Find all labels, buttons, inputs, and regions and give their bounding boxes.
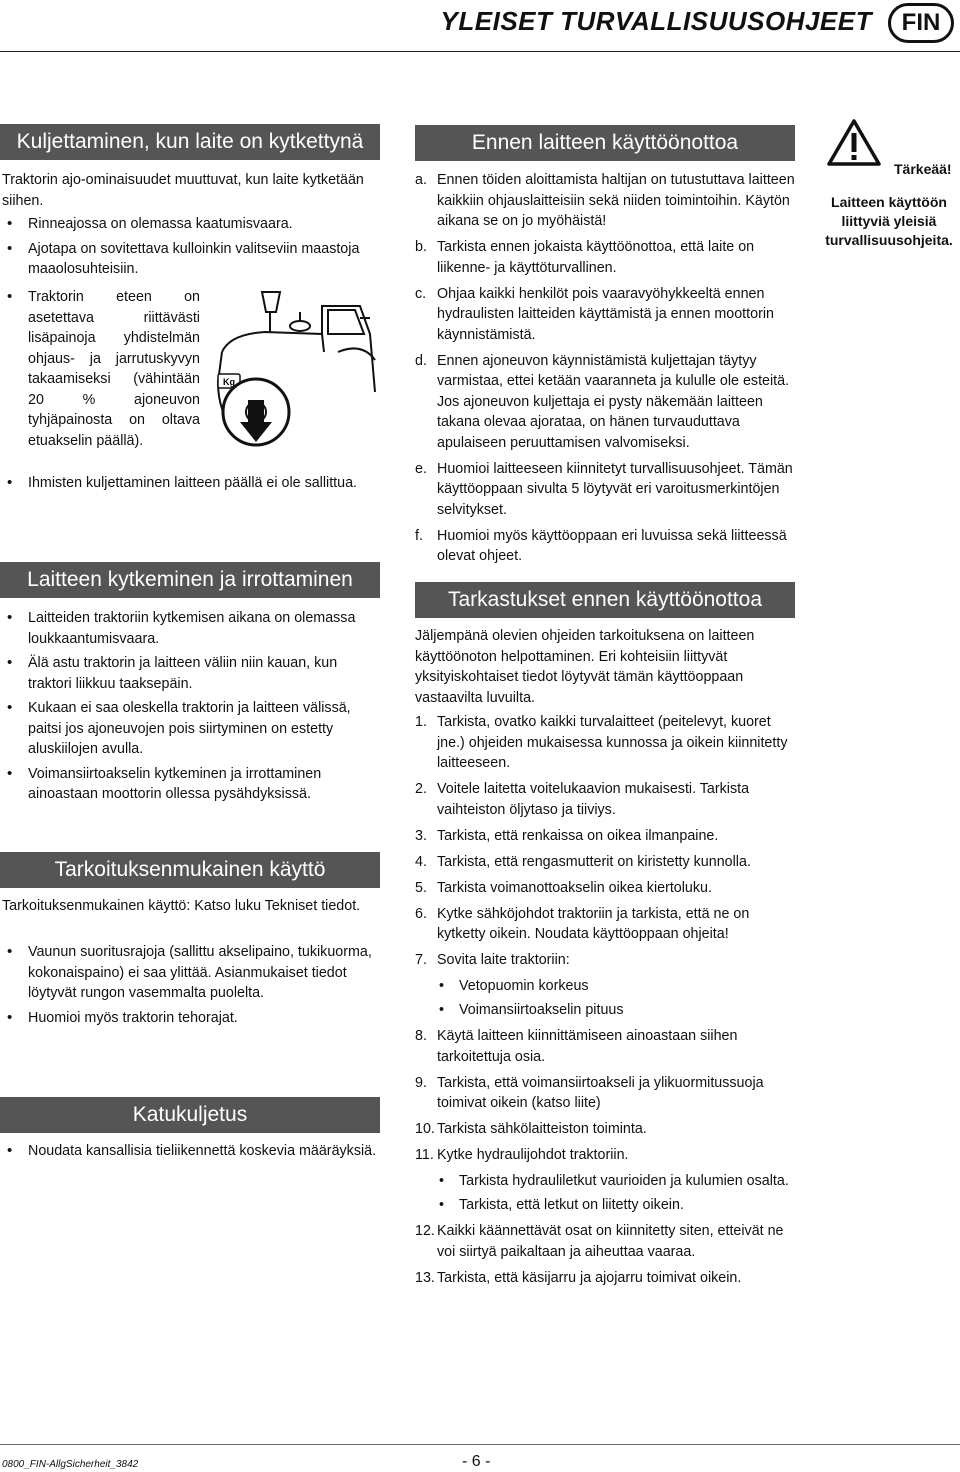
list-marker: 13. [415, 1269, 435, 1286]
list-item-text: Tarkista, että voimansiirtoakseli ja ylikuormitussuoja toimivat oikein (katso liite) [437, 1074, 764, 1111]
important-note: Laitteen käyttöön liittyviä yleisiä turvallisuusohjeita. [825, 194, 953, 248]
page-number: - 6 - [462, 1453, 491, 1470]
list-marker: 11. [415, 1147, 434, 1163]
before-commissioning-list [415, 170, 795, 572]
list-item [415, 284, 795, 346]
list-item [415, 1221, 795, 1262]
list-marker: 2. [415, 781, 427, 797]
list-item-text: Huomioi laitteeseen kiinnitetyt turvallisuusohjeet. Tämän käyttöoppaan sivulta 5 löytyvät eri varoitusmerkintöjen selvitykset. [437, 460, 793, 518]
pre-checks-list [415, 712, 795, 1294]
list-item [415, 170, 795, 232]
list-marker: 4. [415, 853, 427, 870]
list-marker: 9. [415, 1074, 427, 1091]
list-item [415, 852, 795, 873]
list-item-text: Käytä laitteen kiinnittämiseen ainoastaan siihen tarkoitettuja osia. [437, 1028, 738, 1065]
list-item-text: Ennen töiden aloittamista haltijan on tutustuttava laitteen kaikkiin ohjauslaitteisiin sekä niiden toimintoihin. Käytön aikana se on jo myöhäistä! [437, 172, 795, 229]
list-item [415, 878, 795, 899]
list-item [415, 1268, 795, 1289]
list-item-text: Kytke hydraulijohdot traktoriin. [437, 1147, 629, 1163]
warning-triangle-icon [826, 118, 882, 168]
list-marker: 5. [415, 879, 427, 896]
list-item: • Traktorin eteen on asetettava riittävästi lisäpainoja yhdistelmän ohjaus- ja jarrutuskyvyn takaamiseksi (vähintään 20 % ajoneuvon tyhjäpainosta on oltava etuakselin päällä). [0, 287, 200, 451]
section-heading-pre-checks: Tarkastukset ennen käyttöönottoa [415, 582, 795, 618]
sub-list-item: • Voimansiirtoakselin pituus [437, 1000, 795, 1021]
document-code: 0800_FIN-AllgSicherheit_3842 [2, 1459, 139, 1470]
list-item: • Älä astu traktorin ja laitteen väliin niin kauan, kun traktori liikkuu taaksepäin. [0, 653, 382, 694]
list-item [415, 1026, 795, 1067]
list-item-text: Tarkista voimanottoakselin oikea kiertoluku. [437, 879, 712, 896]
section-heading-intended-use: Tarkoituksenmukainen käyttö [0, 852, 380, 888]
section-heading-hitching: Laitteen kytkeminen ja irrottaminen [0, 562, 380, 598]
list-item [415, 826, 795, 847]
intended-use-intro: Tarkoituksenmukainen käyttö: Katso luku Tekniset tiedot. [2, 898, 361, 914]
list-item [415, 1145, 795, 1216]
list-item [415, 459, 795, 521]
hitching-list [0, 608, 382, 809]
list-item-text: Tarkista sähkölaitteiston toiminta. [437, 1121, 647, 1137]
sub-list-item: • Tarkista hydrauliletkut vaurioiden ja kulumien osalta. [437, 1171, 795, 1192]
list-item [415, 526, 795, 567]
list-item-text: Tarkista, ovatko kaikki turvalaitteet (peitelevyt, kuoret jne.) ohjeiden mukaisessa kunnossa ja oikein kiinnitetty laitteeseen. [437, 714, 788, 771]
list-item-text: Voitele laitetta voitelukaavion mukaisesti. Tarkista vaihteiston öljytaso ja tiiviys. [437, 781, 750, 818]
list-marker: 8. [415, 1028, 427, 1044]
footer-divider [0, 1444, 960, 1445]
transport-intro: Traktorin ajo-ominaisuudet muuttuvat, kun laite kytketään siihen. [2, 172, 364, 209]
tractor-ballast-illustration [210, 282, 385, 447]
list-item [415, 712, 795, 774]
list-item [415, 237, 795, 278]
list-item-text: Kytke sähköjohdot traktoriin ja tarkista, että ne on kytketty oikein. Noudata käyttöoppaan ohjeita! [437, 905, 750, 942]
sub-list [437, 976, 795, 1021]
list-marker: 7. [415, 952, 427, 968]
list-item: • Ajotapa on sovitettava kulloinkin valitseviin maastoja maaolosuhteisiin. [0, 239, 380, 280]
list-item-text: Huomioi myös käyttöoppaan eri luvuissa sekä liitteessä olevat ohjeet. [437, 527, 787, 564]
weight-kg-label: Kg [223, 377, 235, 387]
list-item-text: Sovita laite traktoriin: [437, 952, 570, 968]
header-divider [0, 51, 960, 52]
sub-list-item: • Vetopuomin korkeus [437, 976, 795, 997]
list-item: • Vaunun suoritusrajoja (sallittu akselipaino, tukikuorma, kokonaispaino) ei saa ylittää. Asianmukaiset tiedot löytyvät rungon vasemmalta puolelta. [0, 942, 382, 1004]
language-badge: FIN [888, 3, 954, 43]
ballast-list [0, 287, 200, 455]
list-item: • Laitteiden traktoriin kytkemisen aikana on olemassa loukkaantumisvaara. [0, 608, 382, 649]
list-item: • Noudata kansallisia tieliikennettä koskevia määräyksiä. [0, 1141, 382, 1162]
list-item [415, 950, 795, 1021]
list-item [415, 1073, 795, 1114]
page-title: YLEISET TURVALLISUUSOHJEET [440, 6, 872, 36]
list-item [415, 779, 795, 820]
list-item: • Voimansiirtoakselin kytkeminen ja irrottaminen ainoastaan moottorin ollessa pysähdyksissä. [0, 764, 382, 805]
list-item-text: Tarkista ennen jokaista käyttöönottoa, että laite on liikenne- ja käyttöturvallinen. [437, 239, 755, 276]
list-item-text: Ohjaa kaikki henkilöt pois vaaravyöhykkeeltä ennen hydraulisten laitteiden käyttämistä ja ennen moottorin käynnistämistä. [437, 285, 774, 343]
list-marker: 6. [415, 905, 427, 922]
list-marker: e. [415, 460, 427, 477]
list-item-text: Tarkista, että renkaissa on oikea ilmanpaine. [437, 827, 719, 844]
section-heading-road-transport: Katukuljetus [0, 1097, 380, 1133]
road-transport-list [0, 1141, 382, 1166]
list-item: • Kukaan ei saa oleskella traktorin ja laitteen välissä, paitsi jos ajoneuvojen pois siirtyminen on estetty aluskiilojen avulla. [0, 698, 382, 760]
list-marker: 1. [415, 714, 427, 730]
list-marker: c. [415, 285, 427, 302]
list-item [415, 351, 795, 454]
list-item [415, 1119, 795, 1140]
list-item: • Rinneajossa on olemassa kaatumisvaara. [0, 214, 382, 235]
transport-list [0, 214, 382, 284]
sub-list [437, 1171, 795, 1216]
list-marker: a. [415, 172, 427, 188]
pre-checks-intro: Jäljempänä olevien ohjeiden tarkoituksena on laitteen käyttöönoton helpottaminen. Eri kohteisiin liittyvät yksityiskohtaiset tiedot löytyvät tämän käyttöoppaan vastaavilta luvuilta. [415, 628, 755, 706]
important-label: Tärkeää! [894, 161, 952, 177]
passenger-list [0, 473, 382, 498]
list-item: • Huomioi myös traktorin tehorajat. [0, 1008, 382, 1029]
list-marker: d. [415, 352, 427, 369]
list-marker: 10. [415, 1121, 435, 1137]
sub-list-item: • Tarkista, että letkut on liitetty oikein. [437, 1195, 795, 1216]
list-item [415, 904, 795, 945]
list-marker: 12. [415, 1223, 435, 1239]
list-item-text: Ennen ajoneuvon käynnistämistä kuljettajan täytyy varmistaa, ettei ketään vaaranneta ja kululle ole esteitä. Jos ajoneuvon kuljettaja ei pysty näkemään laitteen takana olevaa ajorataa, on hänen turvauduttava apulaiseen peruuttamisen valvomiseksi. [437, 352, 790, 451]
section-heading-before-commissioning: Ennen laitteen käyttöönottoa [415, 125, 795, 161]
list-marker: 3. [415, 827, 427, 844]
section-heading-transport-attached: Kuljettaminen, kun laite on kytkettynä [0, 124, 380, 160]
list-item-text: Tarkista, että rengasmutterit on kiristetty kunnolla. [437, 853, 751, 870]
list-marker: f. [415, 527, 423, 544]
list-item-text: Tarkista, että käsijarru ja ajojarru toimivat oikein. [437, 1269, 742, 1286]
list-marker: b. [415, 239, 427, 255]
list-item: • Ihmisten kuljettaminen laitteen päällä ei ole sallittua. [0, 473, 382, 494]
list-item-text: Kaikki käännettävät osat on kiinnitetty siten, etteivät ne voi siirtyä paikaltaan ja aiheuttaa vaaraa. [437, 1223, 784, 1260]
intended-use-list [0, 942, 382, 1032]
